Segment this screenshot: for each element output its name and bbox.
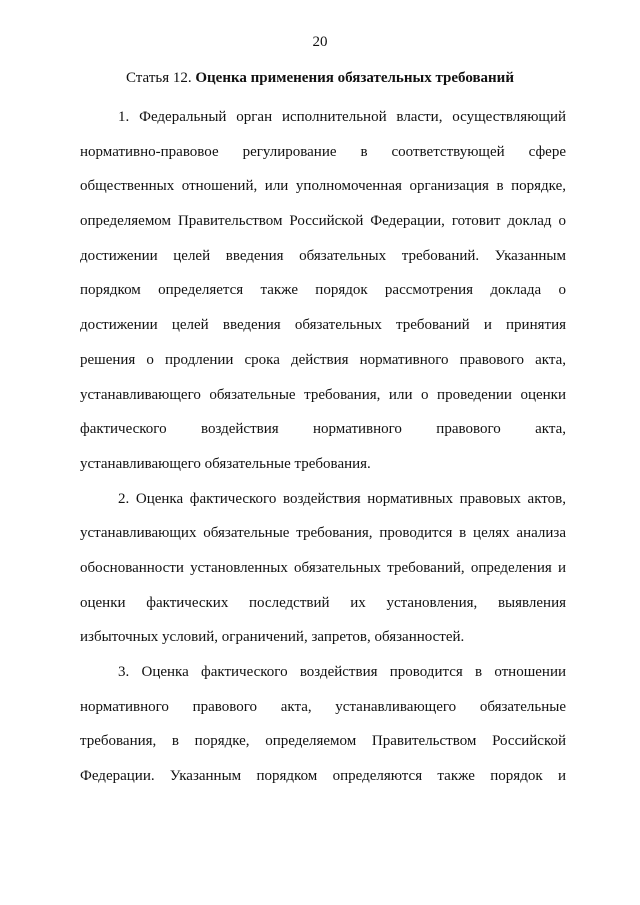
text-line: обоснованности установленных обязательных требований, определения и — [80, 559, 566, 576]
text-line: устанавливающих обязательные требования, проводится в целях анализа — [80, 525, 566, 542]
text-line: нормативного правового акта, устанавливающего обязательные — [80, 698, 566, 715]
text-line: требования, в порядке, определяемом Правительством Российской — [80, 733, 566, 750]
article-number: Статья 12. — [126, 70, 196, 86]
text-line: достижении целей введения обязательных требований и принятия — [80, 317, 566, 334]
text-line: общественных отношений, или уполномоченная организация в порядке, — [80, 178, 566, 195]
paragraph-3 — [80, 655, 566, 794]
text-line: нормативно-правовое регулирование в соответствующей сфере — [80, 143, 566, 160]
text-line: 3. Оценка фактического воздействия проводится в отношении — [118, 664, 566, 680]
page-number: 20 — [312, 34, 328, 50]
text-line: 2. Оценка фактического воздействия нормативных правовых актов, — [118, 490, 566, 507]
paragraph-1 — [80, 100, 566, 482]
article-title: Оценка применения обязательных требований — [195, 70, 514, 86]
text-line: 1. Федеральный орган исполнительной власти, осуществляющий — [118, 109, 566, 125]
text-line: Федерации. Указанным порядком определяются также порядок и — [80, 768, 566, 785]
text-line: избыточных условий, ограничений, запретов, обязанностей. — [80, 629, 465, 646]
paragraph-2 — [80, 482, 566, 655]
document-body — [80, 100, 566, 794]
text-line: оценки фактических последствий их установления, выявления — [80, 594, 566, 611]
text-line: достижении целей введения обязательных требований. Указанным — [80, 247, 566, 264]
text-line: решения о продлении срока действия нормативного правового акта, — [80, 351, 566, 368]
text-line: устанавливающего обязательные требования. — [80, 455, 371, 472]
text-line: фактического воздействия нормативного правового акта, — [80, 421, 566, 438]
text-line: устанавливающего обязательные требования, или о проведении оценки — [80, 386, 566, 403]
text-line: порядком определяется также порядок рассмотрения доклада о — [80, 282, 566, 299]
article-heading — [0, 70, 640, 87]
text-line: определяемом Правительством Российской Федерации, готовит доклад о — [80, 213, 566, 230]
